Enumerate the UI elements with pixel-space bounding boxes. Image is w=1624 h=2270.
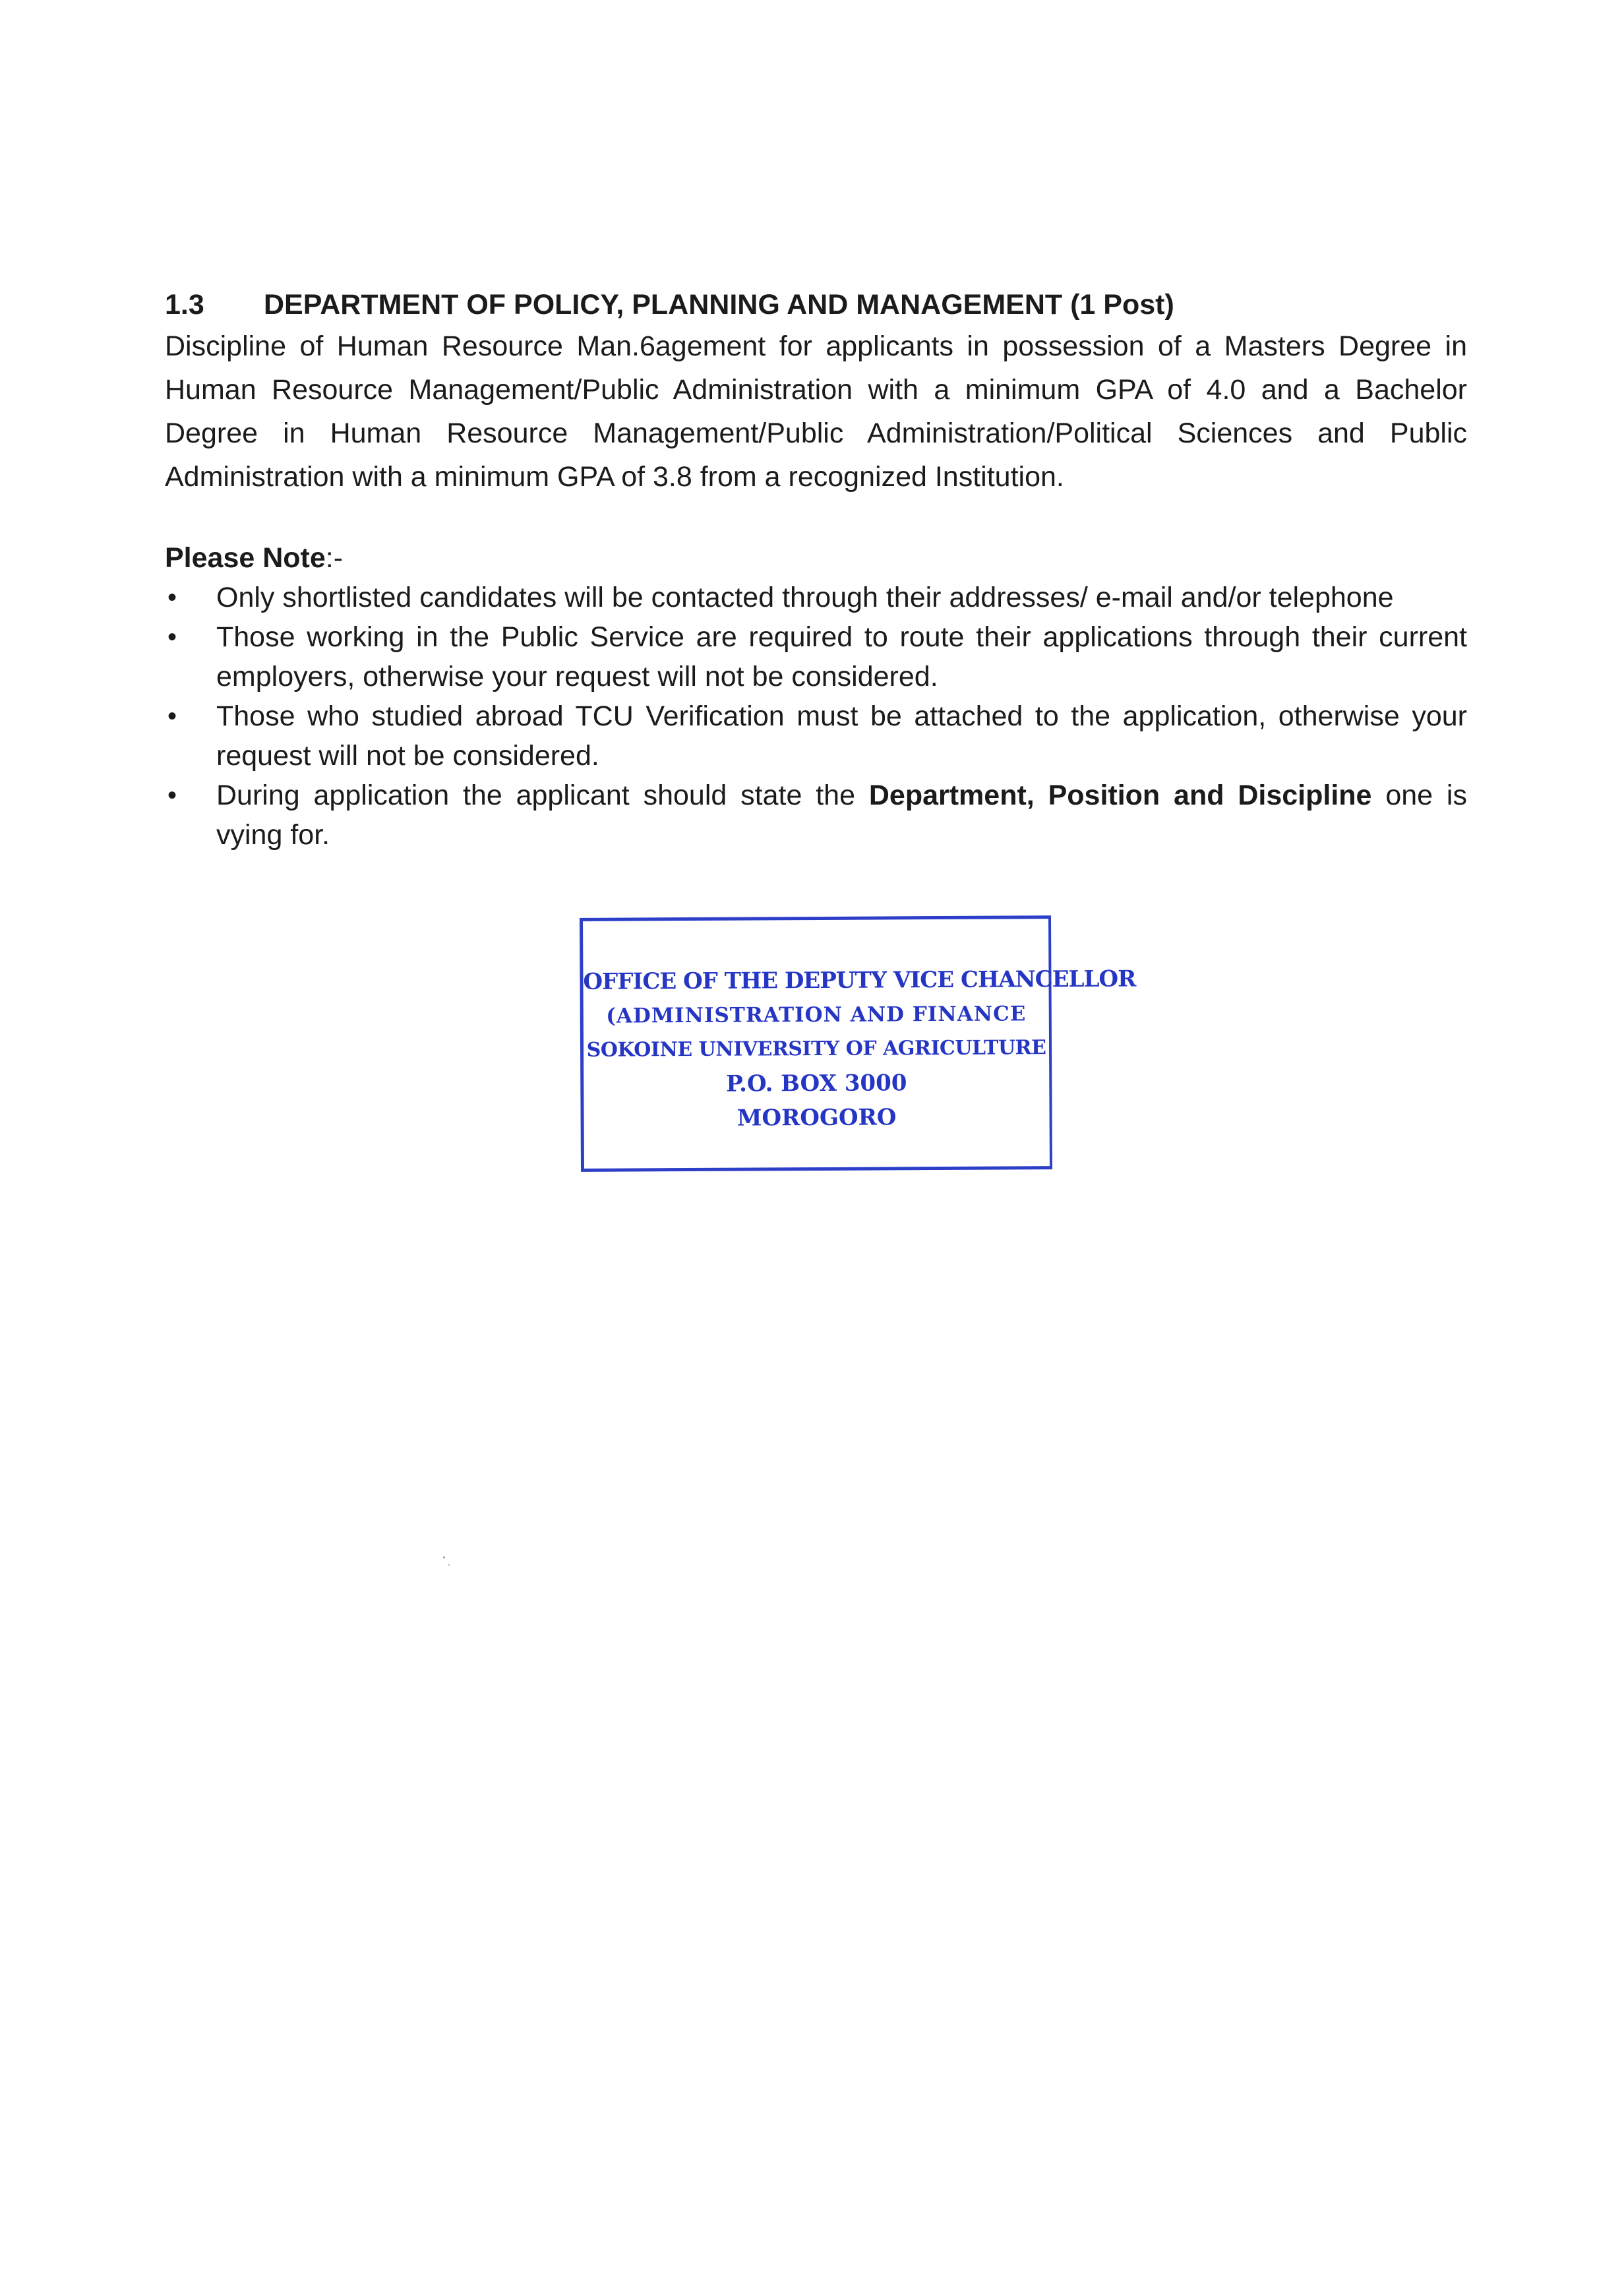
notes-heading-text: Please Note (165, 542, 326, 574)
bullet-icon: • (167, 583, 177, 612)
notes-list (165, 578, 1467, 855)
list-item (165, 776, 1467, 855)
bullet-icon: • (167, 702, 177, 731)
bullet-icon: • (167, 623, 177, 652)
stamp-line-pobox: P.O. BOX 3000 (726, 1070, 907, 1097)
stamp-line-administration: (ADMINISTRATION AND FINANCE (606, 1002, 1027, 1028)
list-item-text-bold: Department, Position and Discipline (868, 780, 1372, 811)
bullet-icon: • (167, 781, 177, 810)
section-title: DEPARTMENT OF POLICY, PLANNING AND MANAGEMENT (1 Post) (264, 289, 1174, 321)
document-content (165, 285, 1467, 855)
section-number: 1.3 (165, 289, 204, 321)
list-item (165, 578, 1467, 617)
list-item (165, 617, 1467, 696)
stamp-line-university: SOKOINE UNIVERSITY OF AGRICULTURE (586, 1036, 1046, 1062)
section-heading (165, 285, 1467, 324)
stamp-line-city: MOROGORO (737, 1104, 897, 1132)
notes-heading-suffix: :- (325, 542, 344, 574)
official-stamp (580, 915, 1136, 1172)
list-item-text: Only shortlisted candidates will be contacted through their addresses/ e-mail and/or telephone (216, 582, 1394, 613)
list-item-text: Those working in the Public Service are required to route their applications through their current employers, otherwise your request will not be considered. (216, 621, 1467, 692)
list-item-text-before: During application the applicant should state the (216, 780, 869, 811)
section-body: Discipline of Human Resource Man.6agement for applicants in possession of a Masters Degree in Human Resource Management/Public Administration with a minimum GPA of 4.0 and a Bachelor Degree in Human Resource Management/Public Administration/Political Sciences and Public Administration with a minimum GPA of 3.8 from a recognized Institution. (165, 330, 1467, 493)
stamp-line-office: OFFICE OF THE DEPUTY VICE CHANCELLOR (583, 966, 1136, 995)
scan-speck (443, 1556, 445, 1558)
notes-heading (165, 538, 1467, 578)
list-item-text-after: one is vying for. (216, 780, 1467, 851)
list-item-text: Those who studied abroad TCU Verification must be attached to the application, otherwise your request will not be considered. (216, 700, 1467, 772)
list-item (165, 696, 1467, 776)
scan-speck (448, 1564, 450, 1566)
